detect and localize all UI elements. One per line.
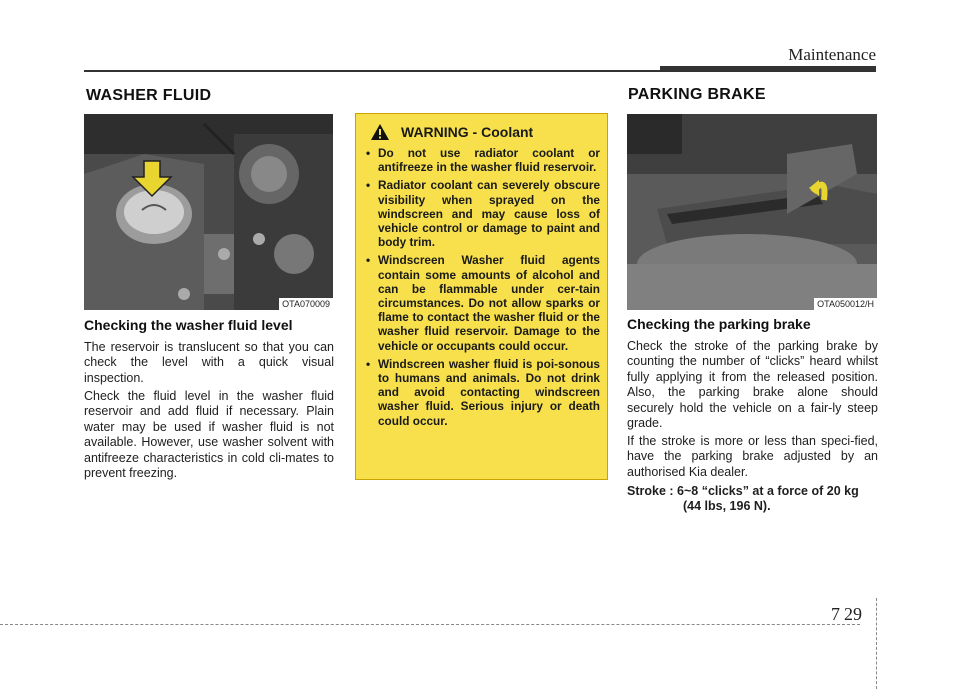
warning-item: • Windscreen washer fluid is poi-sonous to humans and animals. Do not drink and avoid contacting windscreen washer fluid. Serious injury or death could occur. [364, 357, 600, 428]
parking-brake-subheading: Checking the parking brake [627, 316, 811, 332]
brake-paragraph-2: If the stroke is more or less than speci-fied, have the parking brake adjusted by an authorised Kia dealer. [627, 434, 878, 479]
stroke-spec-line-2: (44 lbs, 196 N). [683, 499, 771, 514]
warning-triangle-icon [370, 123, 390, 141]
washer-photo-code: OTA070009 [279, 298, 333, 310]
page-number: 29 [844, 604, 862, 624]
stroke-spec-line-1: Stroke : 6~8 “clicks” at a force of 20 kg [627, 484, 859, 498]
warning-item: • Radiator coolant can severely obscure visibility when sprayed on the windscreen and may cause loss of vehicle control or damage to paint and body trim. [364, 178, 600, 249]
warning-item: • Windscreen Washer fluid agents contain some amounts of alcohol and can be flammable under cer-tain circumstances. Do not allow sparks or flame to contact the washer fluid or the washer fluid reservoir. Damage to the vehicle or occupants could occur. [364, 253, 600, 352]
brake-photo-code: OTA050012/H [814, 298, 877, 310]
section-header: Maintenance [788, 45, 876, 64]
stroke-spec [627, 484, 878, 515]
washer-reservoir-photo [84, 114, 333, 310]
parking-brake-title: PARKING BRAKE [628, 86, 766, 103]
footer-divider [876, 598, 877, 689]
washer-fluid-title: WASHER FLUID [86, 87, 212, 104]
washer-paragraph-1: The reservoir is translucent so that you can check the level with a quick visual inspection. [84, 340, 334, 385]
brake-paragraph-1: Check the stroke of the parking brake by counting the number of “clicks” heard whilst fully applying it from the released position. Also, the parking brake alone should securely hold the vehicle on a fair-ly steep grade. [627, 339, 878, 431]
footer-rule [0, 624, 860, 625]
warning-title-main: WARNING - [401, 124, 478, 140]
warning-title [370, 123, 600, 141]
warning-title-sub: Coolant [481, 124, 534, 140]
parking-brake-photo [627, 114, 877, 310]
warning-item: • Do not use radiator coolant or antifreeze in the washer fluid reservoir. [364, 146, 600, 174]
chapter-number: 7 [831, 604, 840, 624]
coolant-warning-box [355, 113, 608, 480]
warning-list [364, 146, 600, 428]
washer-paragraph-2: Check the fluid level in the washer fluid reservoir and add fluid if necessary. Plain water may be used if washer fluid is not available. However, use washer solvent with antifreeze characteristics in cold cli-mates to prevent freezing. [84, 389, 334, 481]
header-rule-accent [660, 66, 876, 72]
washer-subheading: Checking the washer fluid level [84, 317, 293, 333]
